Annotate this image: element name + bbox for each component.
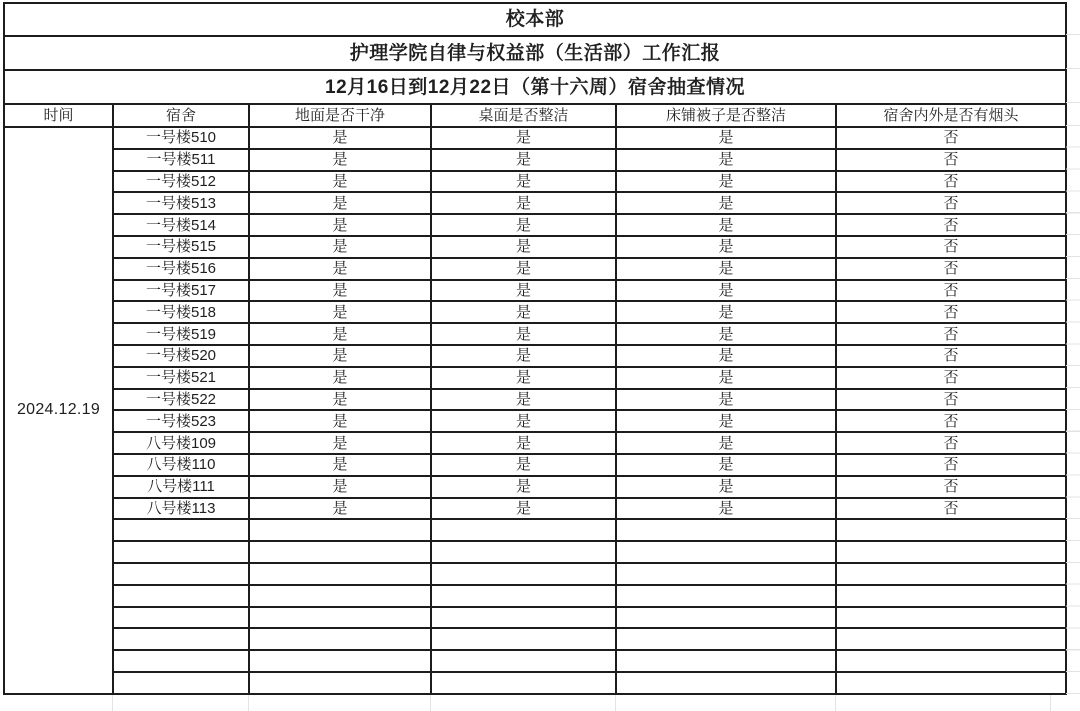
empty-cell [836, 628, 1066, 650]
answer-cell: 否 [836, 236, 1066, 258]
empty-cell [113, 541, 249, 563]
answer-cell: 是 [431, 476, 616, 498]
answer-cell: 否 [836, 498, 1066, 520]
dorm-cell: 八号楼111 [113, 476, 249, 498]
column-header-row [4, 104, 1066, 127]
dorm-cell: 一号楼517 [113, 280, 249, 302]
faint-gridline-h [1066, 34, 1080, 35]
answer-cell: 是 [249, 301, 431, 323]
dorm-cell: 一号楼522 [113, 389, 249, 411]
campus-title: 校本部 [4, 3, 1066, 36]
answer-cell: 是 [616, 127, 836, 149]
faint-gridline-h [1066, 68, 1080, 69]
answer-cell: 是 [431, 432, 616, 454]
faint-gridline-right-strip [1066, 104, 1080, 694]
answer-cell: 是 [249, 149, 431, 171]
table-row [4, 367, 1066, 389]
answer-cell: 否 [836, 323, 1066, 345]
table-row [4, 192, 1066, 214]
empty-cell [249, 607, 431, 629]
dorm-cell: 一号楼519 [113, 323, 249, 345]
answer-cell: 是 [616, 214, 836, 236]
faint-gridline-v [248, 695, 249, 711]
dorm-cell: 八号楼109 [113, 432, 249, 454]
answer-cell: 是 [431, 498, 616, 520]
answer-cell: 否 [836, 432, 1066, 454]
dorm-cell: 一号楼511 [113, 149, 249, 171]
answer-cell: 是 [431, 127, 616, 149]
answer-cell: 是 [249, 345, 431, 367]
answer-cell: 是 [249, 171, 431, 193]
col-header-dorm: 宿舍 [113, 104, 249, 127]
col-header-time: 时间 [4, 104, 113, 127]
empty-cell [113, 585, 249, 607]
dorm-cell: 八号楼110 [113, 454, 249, 476]
table-row [4, 301, 1066, 323]
empty-cell [431, 563, 616, 585]
table-row [4, 171, 1066, 193]
empty-cell [431, 585, 616, 607]
answer-cell: 是 [431, 236, 616, 258]
answer-cell: 是 [431, 280, 616, 302]
answer-cell: 否 [836, 389, 1066, 411]
answer-cell: 否 [836, 454, 1066, 476]
empty-cell [616, 650, 836, 672]
empty-cell [431, 607, 616, 629]
answer-cell: 是 [616, 171, 836, 193]
table-row [4, 410, 1066, 432]
col-header-cigarette-check: 宿舍内外是否有烟头 [836, 104, 1066, 127]
empty-cell [616, 607, 836, 629]
empty-row [4, 585, 1066, 607]
empty-cell [249, 519, 431, 541]
title-row-report [4, 36, 1066, 70]
answer-cell: 否 [836, 301, 1066, 323]
empty-cell [836, 650, 1066, 672]
table-row [4, 498, 1066, 520]
answer-cell: 否 [836, 192, 1066, 214]
table-row [4, 280, 1066, 302]
answer-cell: 是 [616, 236, 836, 258]
time-cell: 2024.12.19 [4, 127, 113, 694]
faint-gridline-h [1066, 102, 1080, 103]
faint-gridline-v [112, 695, 113, 711]
answer-cell: 是 [249, 498, 431, 520]
empty-cell [836, 563, 1066, 585]
empty-row [4, 541, 1066, 563]
answer-cell: 是 [431, 454, 616, 476]
empty-cell [113, 607, 249, 629]
table-row [4, 476, 1066, 498]
empty-cell [431, 541, 616, 563]
answer-cell: 否 [836, 280, 1066, 302]
answer-cell: 是 [249, 476, 431, 498]
answer-cell: 是 [249, 432, 431, 454]
answer-cell: 是 [616, 301, 836, 323]
table-row [4, 258, 1066, 280]
table-row [4, 454, 1066, 476]
answer-cell: 是 [616, 258, 836, 280]
week-title: 12月16日到12月22日（第十六周）宿舍抽查情况 [4, 70, 1066, 104]
answer-cell: 是 [431, 345, 616, 367]
answer-cell: 是 [616, 498, 836, 520]
answer-cell: 是 [249, 258, 431, 280]
empty-cell [249, 585, 431, 607]
answer-cell: 是 [249, 389, 431, 411]
answer-cell: 是 [616, 367, 836, 389]
answer-cell: 是 [431, 149, 616, 171]
answer-cell: 是 [431, 389, 616, 411]
answer-cell: 否 [836, 214, 1066, 236]
empty-row [4, 672, 1066, 694]
answer-cell: 是 [249, 127, 431, 149]
dorm-cell: 一号楼523 [113, 410, 249, 432]
answer-cell: 是 [249, 367, 431, 389]
answer-cell: 否 [836, 476, 1066, 498]
answer-cell: 否 [836, 171, 1066, 193]
answer-cell: 是 [616, 280, 836, 302]
empty-cell [431, 519, 616, 541]
empty-cell [113, 650, 249, 672]
empty-cell [113, 628, 249, 650]
empty-cell [616, 672, 836, 694]
empty-row [4, 563, 1066, 585]
empty-cell [113, 672, 249, 694]
dorm-cell: 一号楼512 [113, 171, 249, 193]
answer-cell: 是 [431, 171, 616, 193]
col-header-bed-tidy: 床铺被子是否整洁 [616, 104, 836, 127]
answer-cell: 是 [616, 345, 836, 367]
answer-cell: 否 [836, 410, 1066, 432]
empty-cell [616, 628, 836, 650]
answer-cell: 否 [836, 367, 1066, 389]
empty-cell [431, 628, 616, 650]
faint-gridline-v [1050, 695, 1051, 711]
answer-cell: 是 [431, 192, 616, 214]
table-row [4, 149, 1066, 171]
table-row [4, 236, 1066, 258]
answer-cell: 否 [836, 149, 1066, 171]
title-row-campus [4, 3, 1066, 36]
table-row [4, 389, 1066, 411]
table-row [4, 127, 1066, 149]
answer-cell: 是 [431, 301, 616, 323]
empty-cell [616, 519, 836, 541]
empty-cell [113, 563, 249, 585]
dorm-inspection-table [3, 2, 1067, 695]
faint-gridline-v [835, 695, 836, 711]
answer-cell: 是 [431, 410, 616, 432]
empty-cell [836, 672, 1066, 694]
answer-cell: 是 [616, 149, 836, 171]
table-row [4, 323, 1066, 345]
answer-cell: 是 [249, 454, 431, 476]
answer-cell: 是 [616, 454, 836, 476]
answer-cell: 是 [431, 258, 616, 280]
answer-cell: 是 [616, 432, 836, 454]
empty-cell [836, 541, 1066, 563]
answer-cell: 是 [616, 192, 836, 214]
title-row-week [4, 70, 1066, 104]
empty-cell [431, 650, 616, 672]
answer-cell: 是 [616, 323, 836, 345]
col-header-floor-clean: 地面是否干净 [249, 104, 431, 127]
empty-cell [616, 585, 836, 607]
report-title: 护理学院自律与权益部（生活部）工作汇报 [4, 36, 1066, 70]
empty-cell [113, 519, 249, 541]
empty-cell [249, 672, 431, 694]
empty-cell [616, 541, 836, 563]
answer-cell: 是 [431, 323, 616, 345]
empty-cell [249, 650, 431, 672]
empty-row [4, 519, 1066, 541]
empty-cell [836, 607, 1066, 629]
answer-cell: 是 [249, 323, 431, 345]
dorm-cell: 一号楼520 [113, 345, 249, 367]
dorm-cell: 一号楼515 [113, 236, 249, 258]
empty-cell [836, 519, 1066, 541]
empty-cell [836, 585, 1066, 607]
dorm-cell: 八号楼113 [113, 498, 249, 520]
answer-cell: 是 [249, 192, 431, 214]
dorm-cell: 一号楼518 [113, 301, 249, 323]
answer-cell: 是 [249, 280, 431, 302]
answer-cell: 是 [249, 214, 431, 236]
dorm-cell: 一号楼513 [113, 192, 249, 214]
answer-cell: 否 [836, 345, 1066, 367]
empty-cell [616, 563, 836, 585]
answer-cell: 是 [249, 236, 431, 258]
faint-gridline-v [615, 695, 616, 711]
answer-cell: 是 [431, 214, 616, 236]
empty-cell [249, 563, 431, 585]
answer-cell: 是 [616, 410, 836, 432]
empty-row [4, 607, 1066, 629]
answer-cell: 否 [836, 127, 1066, 149]
answer-cell: 否 [836, 258, 1066, 280]
empty-cell [431, 672, 616, 694]
empty-row [4, 650, 1066, 672]
faint-gridline-v [430, 695, 431, 711]
dorm-cell: 一号楼516 [113, 258, 249, 280]
col-header-desk-tidy: 桌面是否整洁 [431, 104, 616, 127]
answer-cell: 是 [616, 389, 836, 411]
answer-cell: 是 [249, 410, 431, 432]
table-row [4, 214, 1066, 236]
dorm-cell: 一号楼510 [113, 127, 249, 149]
answer-cell: 是 [431, 367, 616, 389]
answer-cell: 是 [616, 476, 836, 498]
empty-cell [249, 541, 431, 563]
empty-cell [249, 628, 431, 650]
empty-row [4, 628, 1066, 650]
table-row [4, 432, 1066, 454]
dorm-cell: 一号楼521 [113, 367, 249, 389]
dorm-cell: 一号楼514 [113, 214, 249, 236]
table-row [4, 345, 1066, 367]
